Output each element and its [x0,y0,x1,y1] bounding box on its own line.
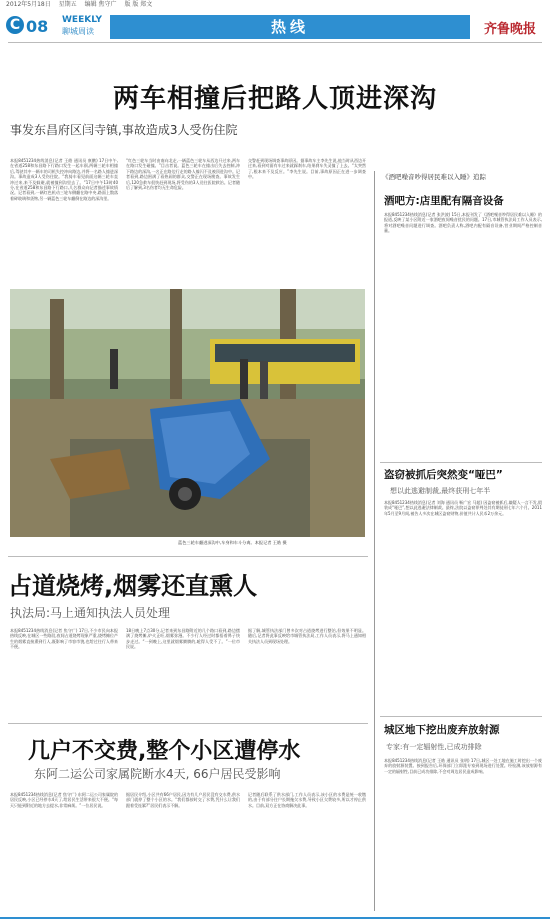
right-story1-body: 本报8451234热线消息(记者 张洪波) 15日,本报刊发了《酒吧噪音吵得居民难以入睡》的报道,反映了某小区附近一家酒吧夜间噪音扰民的问题。17日,市城管执法局工作人员表示,将对酒吧噪音问题进行调查。酒吧负责人称,酒吧内配有隔音设备,营业期间严格控制音量。 [384,212,542,234]
story1-column-1: 本报8451234热线消息(记者 王皓 通讯员 康鹏) 17日中午,在省道258和东昌路下行路口发生一起车祸,两辆三轮车相撞后,驾驶其中一辆车的司机失控冲向路边,并将一名路人撞进深沟。事故造成3人受伤住院。“我骑车看见前面这辆三轮车直冲过来,来不及躲避,就被撞到沟里去了。”17日中午13时40分,在省道258和东昌路下行路口,几名群众向记者描述事故情况。记者看到,一辆红色机动三轮车侧翻在路中央,路面上散落着碎玻璃和货物,另一辆蓝色三轮车翻倒在路边的深沟里。 [10,158,118,201]
right-divider-2 [380,716,542,717]
photo-caption: 蓝色三轮车翻进深沟中,车身和车斗分离。本报记者 王皓 摄 [178,540,287,545]
story2-column-1: 本报8451234热线消息(记者 焦守广) 17日,不少市民向本报热线反映,在城区一些路段,夜间占道烧烤现象严重,烧烤摊位产生的烟雾直接熏到行人,既影响了市容市貌,也给过往行人带来不便。 [10,628,118,650]
section-title: 热线 [110,15,470,39]
story1-column-3: 交警赶到现场调查事故原因。据事故车主李先生说,他当时从西边开过来,看到对面有车过来就踩刹车,结果刹车失灵撞了上去。“太突然了,根本来不及反应。”李先生说。目前,事故原因正在进一步调查中。 [248,158,366,180]
page-design: 版 版 郑文 [124,1,153,8]
footer-rule [0,917,550,919]
right-story3-subhead: 专家:有一定辐射性,已成功排除 [386,743,482,751]
page-number: 08 [26,17,49,36]
section-letter-badge: C [6,16,24,34]
story3-column-2: 据居民介绍,小区共有66户居民,因为有几户居民没有交水费,供水部门就停了整个小区的水。“我们都按时交了水费,凭什么让我们跟着受连累?”居民们表示不解。 [126,792,240,808]
story2-column-3: 据了解,城管执法部门曾多次对占道烧烤进行整治,但效果不明显。随后,记者将此事反映给市城管执法局,工作人员表示,将马上通知相关执法人员到现场处理。 [248,628,366,644]
story2-headline: 占道烧烤,烟雾还直熏人 [8,572,258,600]
newspaper-logo: 齐鲁晚报 [484,22,537,37]
right-divider-1 [380,462,542,463]
right-column-rule [374,171,375,911]
story3-column-3: 记者随后联系了供水部门,工作人员表示,该小区的水费是统一收缴的,由于有部分住户长期拖欠水费,导致小区欠费较多,所以才停止供水。目前,双方正在协商解决此事。 [248,792,366,808]
right-story3-headline: 城区地下挖出废弃放射源 [384,724,500,736]
story2-column-2: 18日晚上7点30分,记者来到东昌路附近的几个路口看到,路边摆满了烧烤摊,炉火正旺,烟雾弥漫。不少行人经过时都捂着鼻子快步走过。“一到晚上,这里就烟雾腾腾的,呛得人受不了。”一位市民说。 [126,628,240,650]
right-story2-body: 本报8451234热线消息(记者 刘海 通讯员 靳广宏 马超) 因盗窃被抓后,嫌疑人一言不发,假装成“哑巴”,想以此逃避法律制裁。最终,法院以盗窃罪判处其有期徒刑七年六个月。2011年5月至9月间,被告人多次在城区盗窃财物,价值共计人民币2万余元。 [384,500,542,516]
right-story2-subhead: 想以此逃避制裁,最终获刑七年半 [390,487,491,495]
accident-scene-image [10,289,365,537]
story1-divider [8,556,368,557]
weekly-cn-label: 聊城周读 [62,27,94,36]
story2-divider [8,723,368,724]
story1-subhead: 事发东昌府区闫寺镇,事故造成3人受伤住院 [10,123,238,137]
story3-headline: 几户不交费,整个小区遭停水 [28,739,301,764]
story1-headline: 两车相撞后把路人顶进深沟 [112,84,437,114]
followup-quote: 《酒吧噪音吵得居民难以入睡》追踪 [382,173,486,181]
story3-subhead: 东阿二运公司家属院断水4天, 66户居民受影响 [34,767,281,781]
right-story2-headline: 盗窃被抓后突然变“哑巴” [384,469,503,481]
accident-photo [10,289,365,537]
page-topline [0,0,550,9]
issue-weekday: 星期五 [58,1,77,8]
story3-column-1: 本报8451234热线消息(记者 焦守广) 东阿二运公司家属院的居民反映,小区已经停水4天了,给居民生活带来很大不便。“每天只能到附近的地方去提水,非常麻烦。”一位居民说。 [10,792,118,808]
issue-date: 2012年5月18日 [6,1,51,8]
weekly-en-label: WEEKLY [62,15,103,25]
right-story3-body: 本报8451234热线消息(记者 王皓 通讯员 张明) 17日,城区一处工地在施工时挖出一个废弃的放射源装置。接到报告后,环保部门立即派专家到现场进行处置。经检测,该放射源有一定的辐射性,目前已成功排除,不会对周边居民造成影响。 [384,758,542,774]
page-editor: 编辑 焦守广 [84,1,117,8]
page-header [0,10,550,40]
right-story1-headline: 酒吧方:店里配有隔音设备 [384,195,504,207]
header-divider [8,42,542,43]
story1-column-2: “红色三轮车当时由南向北走,一辆蓝色三轮车从西边开过来,两车在路口发生碰撞。”目击者说。蓝色三轮车在撞击后失去控制,冲下路边的深沟,一名正在路边行走的路人躲闪不及被顶进沟中。记者看到,路边围满了看热闹的群众,交警正在现场勘查。事故发生后,120急救车很快赶到现场,将受伤的3人送往医院救治。记者随后了解到,3名伤者均无生命危险。 [126,158,240,191]
story2-subhead: 执法局:马上通知执法人员处理 [10,606,171,620]
